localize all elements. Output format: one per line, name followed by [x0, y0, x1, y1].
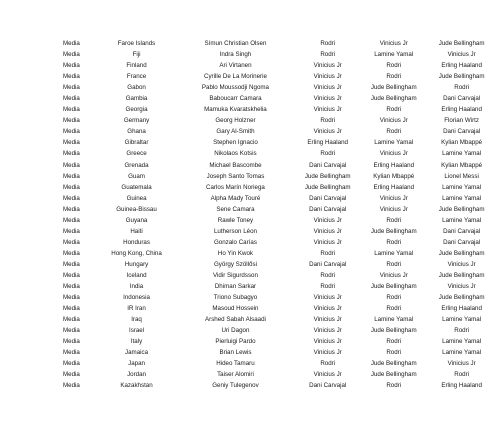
- second-choice-cell: Rodri: [386, 73, 402, 81]
- category-cell: Media: [63, 338, 80, 346]
- country-cell: Honduras: [123, 238, 150, 246]
- category-cell: Media: [63, 183, 80, 191]
- voter-cell: Mamuka Kvaratskhelia: [204, 106, 267, 114]
- voter-cell: Baboucarr Camara: [209, 95, 262, 103]
- third-choice-cell: Jude Bellingham: [438, 271, 485, 279]
- table-row: [0, 336, 500, 347]
- second-choice-cell: Rodri: [386, 260, 402, 268]
- second-choice-cell: Rodri: [386, 338, 402, 346]
- voter-cell: Joseph Santo Tomas: [206, 172, 265, 180]
- second-choice-cell: Kylian Mbappé: [373, 172, 415, 180]
- table-row: [0, 182, 500, 193]
- category-cell: Media: [63, 360, 80, 368]
- table-row: [0, 314, 500, 325]
- third-choice-cell: Erling Haaland: [441, 62, 482, 70]
- third-choice-cell: Vinicius Jr: [447, 260, 476, 268]
- first-choice-cell: Vinicius Jr: [313, 106, 342, 114]
- country-cell: Ghana: [127, 128, 146, 136]
- second-choice-cell: Jude Bellingham: [370, 283, 417, 291]
- third-choice-cell: Rodri: [454, 84, 470, 92]
- second-choice-cell: Rodri: [386, 382, 402, 390]
- second-choice-cell: Lamine Yamal: [374, 139, 414, 147]
- voter-cell: Uri Dagon: [221, 327, 250, 335]
- second-choice-cell: Rodri: [386, 106, 402, 114]
- third-choice-cell: Vinicius Jr: [447, 360, 476, 368]
- third-choice-cell: Jude Bellingham: [438, 205, 485, 213]
- country-cell: Kazakhstan: [120, 382, 153, 390]
- second-choice-cell: Jude Bellingham: [370, 360, 417, 368]
- table-row: [0, 259, 500, 270]
- table-row: [0, 226, 500, 237]
- first-choice-cell: Jude Bellingham: [304, 183, 351, 191]
- voter-cell: Cyrille De La Morinerie: [203, 73, 267, 81]
- category-cell: Media: [63, 95, 80, 103]
- category-cell: Media: [63, 150, 80, 158]
- voter-cell: Indra Singh: [219, 51, 252, 59]
- voter-cell: Símun Christian Olsen: [204, 40, 267, 47]
- voter-cell: Geniy Tulegenov: [212, 382, 259, 390]
- table-row: [0, 60, 500, 71]
- country-cell: IR Iran: [127, 305, 146, 313]
- third-choice-cell: Jude Bellingham: [438, 40, 485, 47]
- third-choice-cell: Lionel Messi: [444, 172, 479, 180]
- country-cell: France: [126, 73, 147, 81]
- second-choice-cell: Vinicius Jr: [379, 150, 408, 158]
- table-row: [0, 171, 500, 182]
- voter-cell: Sene Camara: [216, 205, 255, 213]
- category-cell: Media: [63, 40, 80, 47]
- voter-cell: Brian Lewis: [219, 349, 252, 357]
- voter-cell: Gonzalo Carías: [213, 238, 257, 246]
- category-cell: Media: [63, 106, 80, 114]
- country-cell: Jamaica: [125, 349, 149, 357]
- category-cell: Media: [63, 139, 80, 147]
- country-cell: Gambia: [125, 95, 148, 103]
- first-choice-cell: Erling Haaland: [307, 139, 348, 147]
- second-choice-cell: Jude Bellingham: [370, 327, 417, 335]
- country-cell: Guyana: [125, 216, 148, 224]
- table-row: [0, 126, 500, 137]
- country-cell: Japan: [128, 360, 145, 368]
- voter-cell: Rawle Toney: [217, 216, 254, 224]
- table-row: [0, 270, 500, 281]
- category-cell: Media: [63, 205, 80, 213]
- category-cell: Media: [63, 238, 80, 246]
- voter-cell: Ari Virtanen: [219, 62, 252, 70]
- voter-cell: Arshed Sabah Alsaadi: [205, 316, 266, 324]
- second-choice-cell: Rodri: [386, 349, 402, 357]
- table-row: [0, 325, 500, 336]
- country-cell: Guatemala: [121, 183, 152, 191]
- first-choice-cell: Vinicius Jr: [313, 227, 342, 235]
- first-choice-cell: Rodri: [320, 271, 336, 279]
- first-choice-cell: Vinicius Jr: [313, 95, 342, 103]
- first-choice-cell: Vinicius Jr: [313, 62, 342, 70]
- category-cell: Media: [63, 294, 80, 302]
- third-choice-cell: Lamine Yamal: [442, 349, 482, 357]
- country-cell: Iraq: [131, 316, 142, 324]
- third-choice-cell: Jude Bellingham: [438, 73, 485, 81]
- category-cell: Media: [63, 194, 80, 202]
- voter-cell: Pierluigi Pardo: [215, 338, 256, 346]
- first-choice-cell: Dani Carvajal: [309, 260, 347, 268]
- first-choice-cell: Dani Carvajal: [309, 194, 347, 202]
- voter-cell: Dhiman Sarkar: [214, 283, 257, 291]
- third-choice-cell: Dani Carvajal: [443, 227, 481, 235]
- table-row: [0, 215, 500, 226]
- first-choice-cell: Rodri: [320, 117, 336, 125]
- second-choice-cell: Vinicius Jr: [379, 40, 408, 47]
- table-row: [0, 148, 500, 159]
- third-choice-cell: Lamine Yamal: [442, 183, 482, 191]
- second-choice-cell: Erling Haaland: [373, 161, 415, 169]
- category-cell: Media: [63, 305, 80, 313]
- table-row: [0, 93, 500, 104]
- country-cell: India: [129, 283, 144, 291]
- first-choice-cell: Vinicius Jr: [313, 84, 342, 92]
- category-cell: Media: [63, 260, 80, 268]
- country-cell: Greece: [126, 150, 147, 158]
- category-cell: Media: [63, 73, 80, 81]
- table-row: [0, 115, 500, 126]
- country-cell: Fiji: [132, 51, 141, 59]
- third-choice-cell: Rodri: [454, 327, 470, 335]
- first-choice-cell: Vinicius Jr: [313, 327, 342, 335]
- second-choice-cell: Vinicius Jr: [379, 194, 408, 202]
- first-choice-cell: Dani Carvajal: [309, 382, 347, 390]
- country-cell: Georgia: [125, 106, 148, 114]
- country-cell: Gibraltar: [124, 139, 149, 147]
- country-cell: Indonesia: [123, 294, 150, 302]
- country-cell: Israel: [128, 327, 145, 335]
- table-row: [0, 292, 500, 303]
- category-cell: Media: [63, 161, 80, 169]
- category-cell: Media: [63, 128, 80, 136]
- first-choice-cell: Dani Carvajal: [309, 205, 347, 213]
- country-cell: Faroe Islands: [117, 40, 156, 47]
- first-choice-cell: Vinicius Jr: [313, 316, 342, 324]
- third-choice-cell: Vinicius Jr: [447, 283, 476, 291]
- third-choice-cell: Rodri: [454, 371, 470, 379]
- country-cell: Italy: [130, 338, 143, 346]
- third-choice-cell: Kylian Mbappé: [441, 161, 483, 169]
- first-choice-cell: Vinicius Jr: [313, 216, 342, 224]
- second-choice-cell: Erling Haaland: [373, 183, 415, 191]
- country-cell: Finland: [126, 62, 147, 70]
- voter-cell: Hideo Tamaru: [216, 360, 255, 368]
- second-choice-cell: Jude Bellingham: [370, 227, 417, 235]
- third-choice-cell: Lamine Yamal: [442, 194, 482, 202]
- first-choice-cell: Dani Carvajal: [309, 161, 347, 169]
- category-cell: Media: [63, 327, 80, 335]
- votes-table: [0, 38, 500, 392]
- table-row: [0, 281, 500, 292]
- country-cell: Grenada: [124, 161, 149, 169]
- first-choice-cell: Vinicius Jr: [313, 305, 342, 313]
- third-choice-cell: Lamine Yamal: [442, 216, 482, 224]
- voter-cell: Ho Yin Kwok: [217, 249, 253, 257]
- second-choice-cell: Jude Bellingham: [370, 371, 417, 379]
- country-cell: Hong Kong, China: [111, 249, 162, 257]
- category-cell: Media: [63, 271, 80, 279]
- category-cell: Media: [63, 316, 80, 324]
- first-choice-cell: Vinicius Jr: [313, 73, 342, 81]
- category-cell: Media: [63, 172, 80, 180]
- country-cell: Jordan: [127, 371, 146, 379]
- voter-cell: Gary Al-Smith: [216, 128, 255, 136]
- table-row: [0, 137, 500, 148]
- second-choice-cell: Vinicius Jr: [379, 271, 408, 279]
- third-choice-cell: Dani Carvajal: [443, 238, 481, 246]
- first-choice-cell: Vinicius Jr: [313, 238, 342, 246]
- first-choice-cell: Jude Bellingham: [304, 172, 351, 180]
- second-choice-cell: Rodri: [386, 294, 402, 302]
- country-cell: Germany: [123, 117, 150, 125]
- first-choice-cell: Vinicius Jr: [313, 338, 342, 346]
- second-choice-cell: Jude Bellingham: [370, 95, 417, 103]
- second-choice-cell: Rodri: [386, 238, 402, 246]
- country-cell: Haiti: [130, 227, 143, 235]
- second-choice-cell: Lamine Yamal: [374, 51, 414, 59]
- second-choice-cell: Vinicius Jr: [379, 205, 408, 213]
- second-choice-cell: Vinicius Jr: [379, 117, 408, 125]
- table-row: [0, 237, 500, 248]
- category-cell: Media: [63, 51, 80, 59]
- voter-cell: Pablo Moussodji Ngoma: [201, 84, 269, 92]
- category-cell: Media: [63, 117, 80, 125]
- first-choice-cell: Vinicius Jr: [313, 294, 342, 302]
- first-choice-cell: Vinicius Jr: [313, 349, 342, 357]
- category-cell: Media: [63, 249, 80, 257]
- second-choice-cell: Rodri: [386, 62, 402, 70]
- table-row: [0, 160, 500, 171]
- second-choice-cell: Rodri: [386, 128, 402, 136]
- voter-cell: Georg Holzner: [215, 117, 256, 125]
- voter-cell: Nikolaos Kotsis: [214, 150, 257, 158]
- third-choice-cell: Lamine Yamal: [442, 316, 482, 324]
- table-row: [0, 71, 500, 82]
- third-choice-cell: Florian Wirtz: [444, 117, 479, 125]
- third-choice-cell: Dani Carvajal: [443, 128, 481, 136]
- third-choice-cell: Erling Haaland: [441, 106, 482, 114]
- third-choice-cell: Dani Carvajal: [443, 95, 481, 103]
- table-row: [0, 303, 500, 314]
- third-choice-cell: Jude Bellingham: [438, 249, 485, 257]
- country-cell: Guinea: [126, 194, 147, 202]
- third-choice-cell: Lamine Yamal: [442, 150, 482, 158]
- category-cell: Media: [63, 371, 80, 379]
- table-row: [0, 380, 500, 391]
- voter-cell: Michael Bascombe: [209, 161, 262, 169]
- country-cell: Gabon: [127, 84, 146, 92]
- third-choice-cell: Kylian Mbappé: [441, 139, 483, 147]
- table-row: [0, 49, 500, 60]
- voter-cell: Lutherson Léon: [213, 227, 257, 235]
- category-cell: Media: [63, 62, 80, 70]
- first-choice-cell: Rodri: [320, 249, 336, 257]
- voter-cell: Masoud Hossein: [212, 305, 259, 313]
- table-row: [0, 347, 500, 358]
- second-choice-cell: Rodri: [386, 305, 402, 313]
- voter-cell: Stephen Ignacio: [213, 139, 258, 147]
- voter-cell: György Szöllősi: [213, 260, 257, 268]
- table-row: [0, 38, 500, 49]
- table-row: [0, 358, 500, 369]
- third-choice-cell: Lamine Yamal: [442, 338, 482, 346]
- country-cell: Iceland: [126, 271, 147, 279]
- first-choice-cell: Rodri: [320, 283, 336, 291]
- table-row: [0, 193, 500, 204]
- first-choice-cell: Rodri: [320, 360, 336, 368]
- category-cell: Media: [63, 382, 80, 390]
- third-choice-cell: Vinicius Jr: [447, 51, 476, 59]
- country-cell: Guinea-Bissau: [116, 205, 157, 213]
- voter-cell: Vidir Sigurdsson: [212, 271, 258, 279]
- table-row: [0, 204, 500, 215]
- category-cell: Media: [63, 227, 80, 235]
- category-cell: Media: [63, 349, 80, 357]
- third-choice-cell: Erling Haaland: [441, 305, 482, 313]
- table-row: [0, 82, 500, 93]
- voter-cell: Carlos Marín Noriega: [206, 183, 265, 191]
- third-choice-cell: Jude Bellingham: [438, 294, 485, 302]
- category-cell: Media: [63, 84, 80, 92]
- third-choice-cell: Erling Haaland: [441, 382, 482, 390]
- first-choice-cell: Rodri: [320, 150, 336, 158]
- country-cell: Hungary: [124, 260, 149, 268]
- first-choice-cell: Rodri: [320, 40, 336, 47]
- voter-cell: Taiser Alomiri: [217, 371, 254, 379]
- first-choice-cell: Vinicius Jr: [313, 128, 342, 136]
- table-row: [0, 369, 500, 380]
- second-choice-cell: Lamine Yamal: [374, 249, 414, 257]
- table-row: [0, 104, 500, 115]
- category-cell: Media: [63, 216, 80, 224]
- voter-cell: Alpha Mady Touré: [210, 194, 261, 202]
- first-choice-cell: Vinicius Jr: [313, 371, 342, 379]
- second-choice-cell: Jude Bellingham: [370, 84, 417, 92]
- second-choice-cell: Rodri: [386, 216, 402, 224]
- voter-cell: Triono Subagyo: [213, 294, 258, 302]
- second-choice-cell: Lamine Yamal: [374, 316, 414, 324]
- first-choice-cell: Rodri: [320, 51, 336, 59]
- category-cell: Media: [63, 283, 80, 291]
- table-row: [0, 248, 500, 259]
- country-cell: Guam: [128, 172, 145, 180]
